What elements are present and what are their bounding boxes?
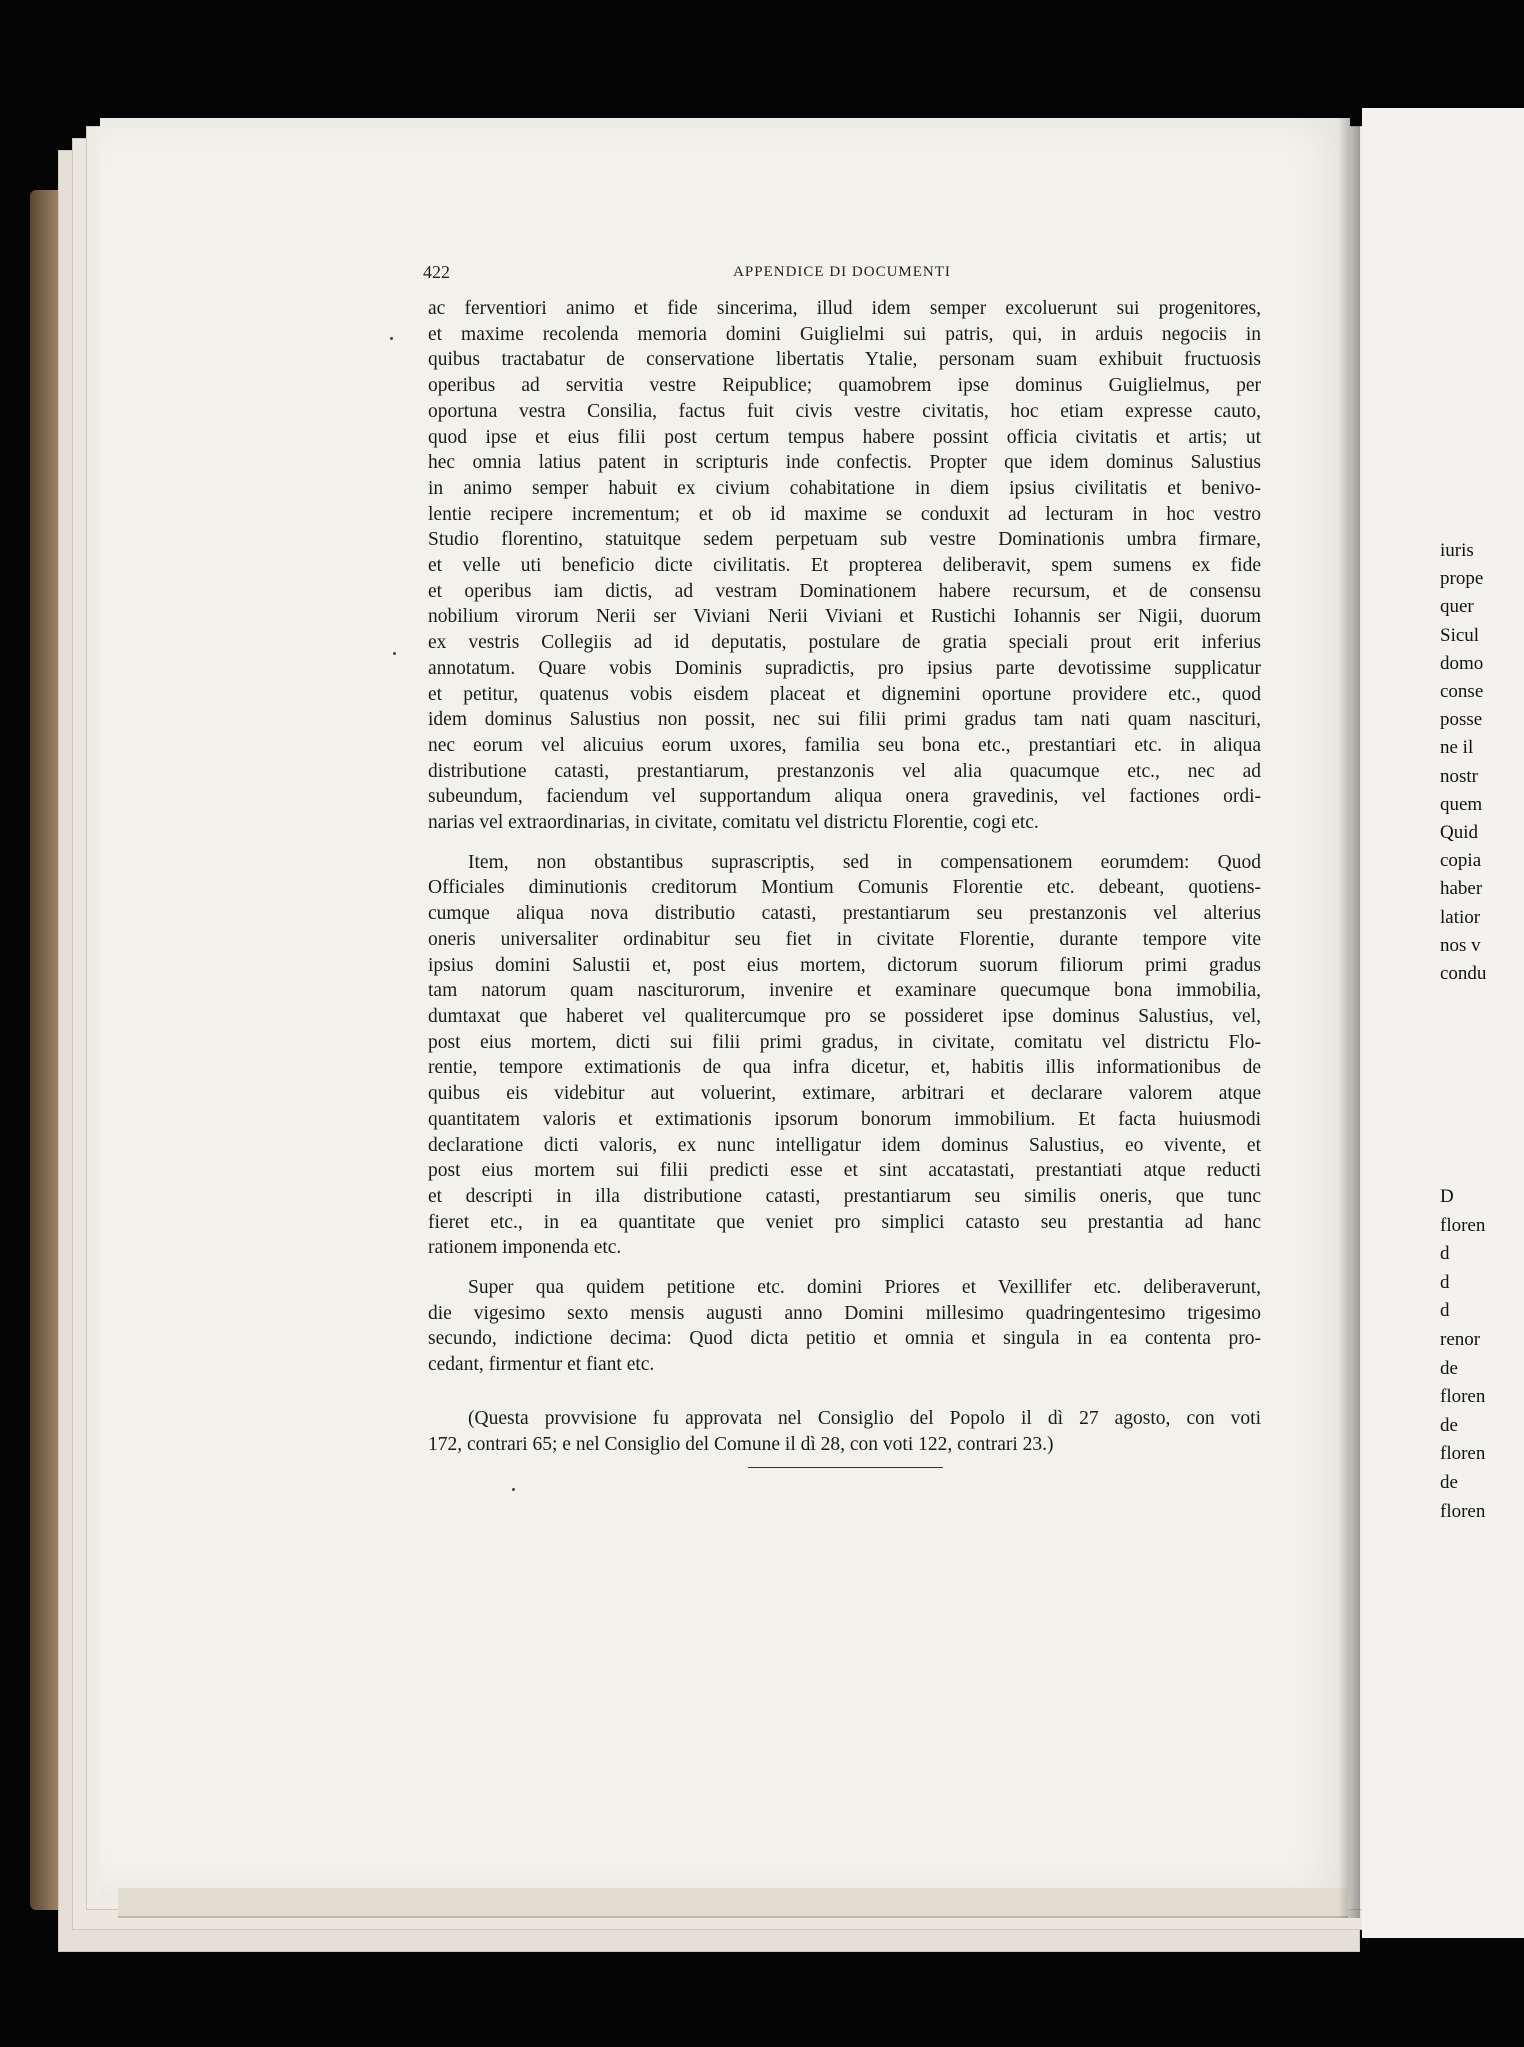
margin-mark <box>512 1488 515 1491</box>
right-page-line: quer <box>1440 596 1474 618</box>
right-page-text <box>1440 537 1486 988</box>
text-line: ac ferventiori animo et fide sincerima, illud idem semper excoluerunt sui progenitores, <box>428 298 1261 319</box>
text-line: oneris universaliter ordinabitur seu fiet in civitate Florentie, durante tempore vite <box>428 928 1261 950</box>
right-page-line: floren <box>1440 1443 1486 1465</box>
text-line: quantitatem valoris et extimationis ipsorum bonorum immobilium. Et facta huiusmodi <box>428 1108 1261 1130</box>
right-page-line: floren <box>1440 1214 1486 1236</box>
right-page-line: Quid <box>1440 822 1478 844</box>
running-head: APPENDICE DI DOCUMENTI <box>733 264 951 280</box>
text-line: idem dominus Salustius non possit, nec sui filii primi gradus tam nati quam nascituri, <box>428 709 1261 731</box>
paragraph <box>428 296 1261 836</box>
right-page-line: de <box>1440 1414 1458 1436</box>
text-line: rentie, tempore extimationis de qua infra dicetur, et, habitis illis informationibus de <box>428 1057 1261 1079</box>
paragraph <box>428 850 1261 1261</box>
right-page-line: nos v <box>1440 934 1481 956</box>
right-page-line: prope <box>1440 568 1484 590</box>
right-page-line: posse <box>1440 709 1483 731</box>
text-line: secundo, indictione decima: Quod dicta petitio et omnia et singula in ea contenta pro- <box>428 1328 1261 1350</box>
page-header <box>423 262 1261 288</box>
right-page-line: d <box>1440 1300 1450 1322</box>
text-line: cedant, firmentur et fiant etc. <box>428 1354 655 1376</box>
margin-mark <box>393 652 396 655</box>
right-page-line: conse <box>1440 681 1484 703</box>
text-line: post eius mortem, dicti sui filii primi gradus, in civitate, comitatu vel districtu Flo- <box>428 1031 1261 1053</box>
text-line: quod ipse et eius filii post certum tempus habere possint officia civitatis et artis; ut <box>428 426 1261 448</box>
right-page-line: ne il <box>1440 737 1474 759</box>
text-line: 172, contrari 65; e nel Consiglio del Comune il dì 28, con voti 122, contrari 23.) <box>428 1433 1054 1455</box>
page-number: 422 <box>423 262 450 282</box>
editorial-note <box>428 1406 1261 1457</box>
right-page-line: iuris <box>1440 540 1474 561</box>
text-line: Super qua quidem petitione etc. domini Priores et Vexillifer etc. deliberaverunt, <box>468 1277 1261 1299</box>
text-line: tam natorum quam nasciturorum, invenire et examinare quecumque bona immobilia, <box>428 980 1261 1002</box>
text-line: hec omnia latius patent in scripturis inde confectis. Propter que idem dominus Salustius <box>428 452 1261 474</box>
text-line: quibus tractabatur de conservatione libertatis Ytalie, personam suam exhibuit fructuosis <box>428 349 1261 371</box>
text-line: et velle uti beneficio dicte civilitatis. Et propterea deliberavit, spem sumens ex fide <box>428 555 1261 577</box>
right-page-line: condu <box>1440 963 1487 985</box>
right-page-line: d <box>1440 1243 1450 1265</box>
text-line: Officiales diminutionis creditorum Montium Comunis Florentie etc. debeant, quotiens- <box>428 877 1261 899</box>
text-line: ipsius domini Salustii et, post eius mortem, dictorum suorum filiorum primi gradus <box>428 954 1261 976</box>
text-line: et descripti in illa distributione catasti, prestantiarum seu similis oneris, que tunc <box>428 1185 1261 1207</box>
text-line: ex vestris Collegiis ad id deputatis, postulare de gratia speciali prout erit inferius <box>428 632 1261 654</box>
book-gutter <box>1338 118 1360 1918</box>
text-line: lentie recipere incrementum; et ob id maxime se conduxit ad lecturam in hoc vestro <box>428 503 1261 525</box>
text-line: in animo semper habuit ex civium cohabitatione in diem ipsius civilitatis et benivo- <box>428 477 1261 499</box>
margin-mark <box>390 337 393 340</box>
text-line: cumque aliqua nova distributio catasti, prestantiarum seu prestanzonis vel alterius <box>428 903 1261 925</box>
text-line: die vigesimo sexto mensis augusti anno Domini millesimo quadringentesimo trigesimo <box>428 1302 1261 1324</box>
right-page <box>1362 108 1524 1938</box>
text-line: nec eorum vel alicuius eorum uxores, familia seu bona etc., prestantiari etc. in aliqua <box>428 734 1261 756</box>
text-line: oportuna vestra Consilia, factus fuit civis vestre civitatis, hoc etiam expresse cauto, <box>428 400 1261 422</box>
right-page-line: floren <box>1440 1386 1486 1408</box>
paragraph <box>428 1275 1261 1378</box>
text-line: nobilium virorum Nerii ser Viviani Nerii Viviani et Rustichi Iohannis ser Nigii, duorum <box>428 606 1261 628</box>
right-page-line: D <box>1440 1186 1454 1207</box>
right-page-line: de <box>1440 1471 1458 1493</box>
text-line: Item, non obstantibus suprascriptis, sed in compensationem eorumdem: Quod <box>468 851 1261 873</box>
right-page-line: Sicul <box>1440 624 1480 646</box>
text-line: annotatum. Quare vobis Dominis supradictis, pro ipsius parte devotissime supplicatur <box>428 657 1261 679</box>
right-page-line: haber <box>1440 878 1483 900</box>
text-line: operibus ad servitia vestre Reipublice; quamobrem ipse dominus Guiglielmus, per <box>428 375 1261 397</box>
right-page-line: domo <box>1440 652 1484 674</box>
text-line: post eius mortem sui filii predicti esse et sint accatastati, prestantiati atque reducti <box>428 1160 1261 1182</box>
text-line: et maxime recolenda memoria domini Guiglielmi sui patris, qui, in arduis negociis in <box>428 323 1261 345</box>
right-page-line: d <box>1440 1271 1450 1293</box>
right-page-line: quem <box>1440 793 1483 815</box>
right-page-line: latior <box>1440 906 1481 928</box>
right-page-line: nostr <box>1440 765 1478 787</box>
right-page-line: renor <box>1440 1328 1481 1350</box>
text-line: et operibus iam dictis, ad vestram Dominationem habere recursum, et de consensu <box>428 580 1261 602</box>
text-line: (Questa provvisione fu approvata nel Consiglio del Popolo il dì 27 agosto, con voti <box>468 1407 1261 1429</box>
text-line: narias vel extraordinarias, in civitate, comitatu vel districtu Florentie, cogi etc. <box>428 812 1039 834</box>
text-line: quibus eis videbitur aut voluerint, extimare, arbitrari et declarare valorem atque <box>428 1083 1261 1105</box>
right-page-text <box>1440 1183 1485 1526</box>
right-page-line: floren <box>1440 1500 1486 1522</box>
text-line: Studio florentino, statuitque sedem perpetuam sub vestre Dominationis umbra firmare, <box>428 529 1261 551</box>
text-line: distributione catasti, prestantiarum, prestanzonis vel alia quacumque etc., nec ad <box>428 760 1261 782</box>
text-line: dumtaxat que haberet vel qualitercumque pro se possideret ipse dominus Salustius, vel, <box>428 1005 1261 1027</box>
right-page-line: copia <box>1440 850 1482 872</box>
text-line: et petitur, quatenus vobis eisdem placeat et dignemini oportune providere etc., quod <box>428 683 1261 705</box>
text-line: declaratione dicti valoris, ex nunc intelligatur idem dominus Salustius, eo vivente, et <box>428 1134 1261 1156</box>
right-page-line: de <box>1440 1357 1458 1379</box>
section-divider <box>748 1467 943 1468</box>
text-line: rationem imponenda etc. <box>428 1237 622 1259</box>
text-line: fieret etc., in ea quantitate que veniet pro simplici catasto seu prestantia ad hanc <box>428 1211 1261 1233</box>
text-line: subeundum, faciendum vel supportandum aliqua onera gravedinis, vel factiones ordi- <box>428 786 1261 808</box>
page-bottom-edge <box>118 1888 1348 1918</box>
document-body <box>428 296 1261 1457</box>
